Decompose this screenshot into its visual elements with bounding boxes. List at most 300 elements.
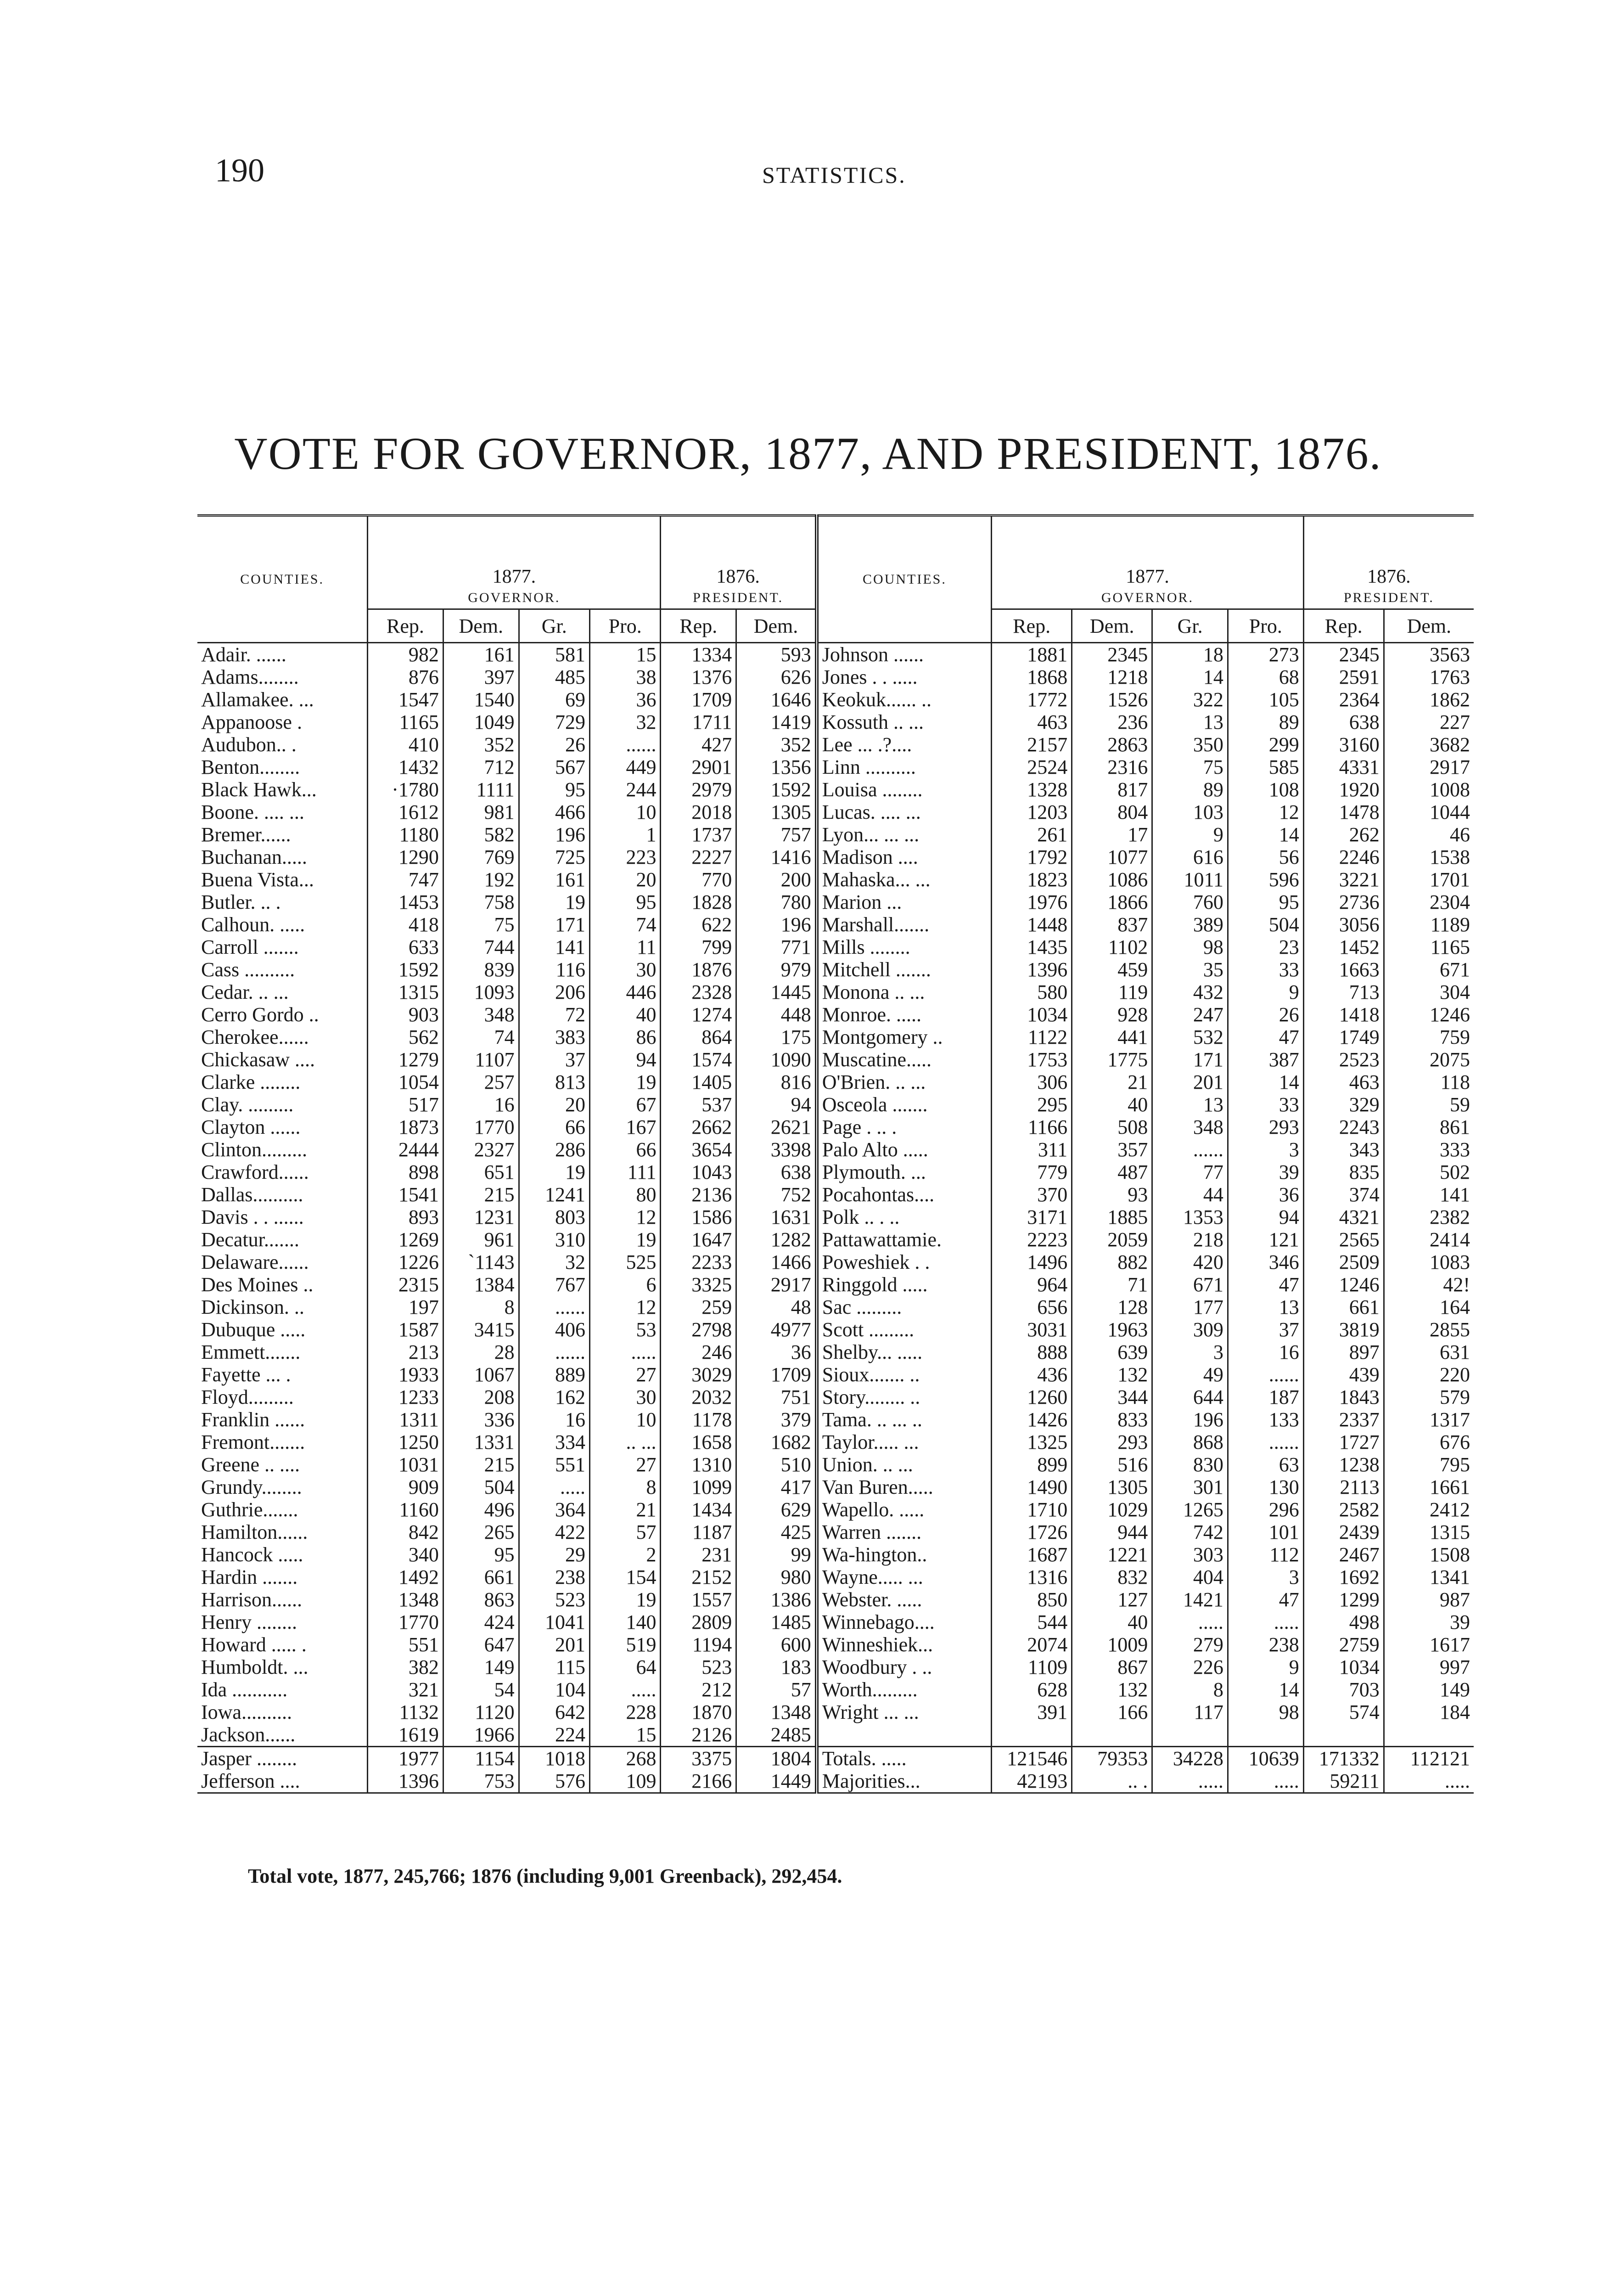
vote-cell: 1341	[1384, 1566, 1474, 1588]
vote-cell: 1233	[368, 1386, 443, 1408]
vote-cell: 1315	[1384, 1521, 1474, 1543]
vote-cell: 265	[443, 1521, 519, 1543]
vote-cell: 201	[519, 1633, 589, 1656]
vote-cell: 18	[1152, 643, 1228, 666]
vote-cell: 638	[736, 1161, 817, 1183]
county-name: Davis . . ......	[201, 1206, 304, 1228]
vote-cell: 759	[1384, 1026, 1474, 1048]
county-name: Story........ ..	[817, 1386, 992, 1408]
vote-cell: ......	[1152, 1138, 1228, 1161]
vote-cell: 1165	[368, 711, 443, 733]
table-row	[197, 981, 1474, 1003]
county-name: Henry ........	[201, 1611, 297, 1633]
table-body	[197, 643, 1474, 1793]
vote-cell: 397	[443, 666, 519, 688]
vote-cell: 94	[1228, 1206, 1303, 1228]
vote-cell: 1426	[992, 1408, 1072, 1431]
vote-cell: 340	[368, 1543, 443, 1566]
vote-cell: 16	[443, 1093, 519, 1116]
vote-cell: 1	[590, 823, 661, 846]
vote-cell: 19	[590, 1588, 661, 1611]
vote-cell: 348	[1152, 1116, 1228, 1138]
vote-cell: 121	[1228, 1228, 1303, 1251]
table-row	[197, 1026, 1474, 1048]
vote-cell: 1067	[443, 1363, 519, 1386]
vote-cell: 1445	[736, 981, 817, 1003]
vote-cell: ......	[590, 733, 661, 756]
county-name: Delaware......	[201, 1251, 309, 1273]
vote-cell: 1737	[661, 823, 736, 846]
vote-cell: .....	[519, 1476, 589, 1498]
table-row	[197, 1521, 1474, 1543]
vote-cell: 1418	[1303, 1003, 1384, 1026]
vote-cell: 642	[519, 1701, 589, 1723]
vote-cell: 582	[443, 823, 519, 846]
vote-cell: .....	[1152, 1611, 1228, 1633]
vote-cell: 1279	[368, 1048, 443, 1071]
vote-cell: 544	[992, 1611, 1072, 1633]
vote-cell: 19	[519, 891, 589, 913]
vote-cell: 93	[1072, 1183, 1152, 1206]
vote-cell: 86	[590, 1026, 661, 1048]
vote-cell: 1083	[1384, 1251, 1474, 1273]
vote-cell: 3221	[1303, 868, 1384, 891]
vote-cell: 94	[590, 1048, 661, 1071]
vote-cell: 661	[1303, 1296, 1384, 1318]
county-name: Audubon.. .	[201, 733, 297, 756]
vote-cell: 1203	[992, 801, 1072, 823]
vote-cell: .....	[1152, 1770, 1228, 1793]
vote-cell: 3819	[1303, 1318, 1384, 1341]
vote-cell: 622	[661, 913, 736, 936]
vote-cell: 537	[661, 1093, 736, 1116]
vote-cell: 2979	[661, 778, 736, 801]
vote-cell: 713	[1303, 981, 1384, 1003]
vote-cell: 30	[590, 958, 661, 981]
vote-cell: 1041	[519, 1611, 589, 1633]
county-name: Cedar. .. ...	[201, 981, 289, 1003]
vote-cell: 200	[736, 868, 817, 891]
vote-cell: 463	[1303, 1071, 1384, 1093]
county-name: Marshall.......	[817, 913, 992, 936]
vote-cell: 779	[992, 1161, 1072, 1183]
vote-cell: 861	[1384, 1116, 1474, 1138]
vote-cell: 1246	[1303, 1273, 1384, 1296]
vote-cell: 676	[1384, 1431, 1474, 1453]
table-row	[197, 1770, 1474, 1793]
vote-cell: 220	[1384, 1363, 1474, 1386]
vote-cell: 226	[1152, 1656, 1228, 1678]
county-name: Adams........	[201, 666, 299, 688]
vote-cell: 1876	[661, 958, 736, 981]
table-row	[197, 1498, 1474, 1521]
vote-cell: 67	[590, 1093, 661, 1116]
vote-cell: 1478	[1303, 801, 1384, 823]
vote-cell: 208	[443, 1386, 519, 1408]
vote-cell: 247	[1152, 1003, 1228, 1026]
vote-cell: 671	[1384, 958, 1474, 981]
vote-cell: 671	[1152, 1273, 1228, 1296]
vote-cell: 817	[1072, 778, 1152, 801]
col-header-gr: Gr.	[519, 609, 589, 643]
table-row	[197, 666, 1474, 688]
vote-cell: 1187	[661, 1521, 736, 1543]
vote-cell: 46	[1384, 823, 1474, 846]
vote-cell: 1885	[1072, 1206, 1152, 1228]
vote-cell: 508	[1072, 1116, 1152, 1138]
vote-cell: 804	[1072, 801, 1152, 823]
vote-cell: 183	[736, 1656, 817, 1678]
vote-cell: 2412	[1384, 1498, 1474, 1521]
vote-cell: 432	[1152, 981, 1228, 1003]
vote-cell: ......	[519, 1341, 589, 1363]
table-row	[197, 1341, 1474, 1363]
county-name: Cerro Gordo ..	[201, 1003, 319, 1026]
vote-cell: 10	[590, 801, 661, 823]
vote-cell: 1452	[1303, 936, 1384, 958]
vote-cell: 2444	[368, 1138, 443, 1161]
vote-cell: 246	[661, 1341, 736, 1363]
table-row	[197, 846, 1474, 868]
vote-cell: 661	[443, 1566, 519, 1588]
vote-cell: 897	[1303, 1341, 1384, 1363]
vote-cell: 1574	[661, 1048, 736, 1071]
vote-cell: 6	[590, 1273, 661, 1296]
vote-cell: 1862	[1384, 688, 1474, 711]
vote-cell: 1348	[736, 1701, 817, 1723]
vote-cell: 108	[1228, 778, 1303, 801]
county-name: Wright ... ...	[817, 1701, 992, 1723]
vote-cell: 1054	[368, 1071, 443, 1093]
table-row	[197, 801, 1474, 823]
table-row	[197, 958, 1474, 981]
vote-cell: 352	[443, 733, 519, 756]
vote-cell: 833	[1072, 1408, 1152, 1431]
vote-cell: 574	[1303, 1701, 1384, 1723]
col-header-rep: Rep.	[661, 609, 736, 643]
vote-cell: 116	[519, 958, 589, 981]
table-row	[197, 823, 1474, 846]
vote-cell: 928	[1072, 1003, 1152, 1026]
county-name: Mahaska... ...	[817, 868, 992, 891]
vote-cell: 15	[590, 643, 661, 666]
vote-cell: 1189	[1384, 913, 1474, 936]
vote-cell: 404	[1152, 1566, 1228, 1588]
col-header-rep: Rep.	[368, 609, 443, 643]
county-name: Greene .. ....	[201, 1453, 300, 1476]
vote-cell: 523	[519, 1588, 589, 1611]
county-name: Poweshiek . .	[817, 1251, 992, 1273]
vote-cell: 1485	[736, 1611, 817, 1633]
vote-cell: 525	[590, 1251, 661, 1273]
county-name: Pattawattamie.	[817, 1228, 992, 1251]
vote-cell: 651	[443, 1161, 519, 1183]
vote-cell: 406	[519, 1318, 589, 1341]
vote-cell: 2166	[661, 1770, 736, 1793]
vote-cell: 257	[443, 1071, 519, 1093]
vote-cell: 177	[1152, 1296, 1228, 1318]
vote-cell: 3375	[661, 1747, 736, 1770]
vote-cell: 703	[1303, 1678, 1384, 1701]
vote-cell: 1099	[661, 1476, 736, 1498]
vote-cell: 1538	[1384, 846, 1474, 868]
table-row	[197, 868, 1474, 891]
vote-cell	[1303, 1723, 1384, 1747]
vote-cell: 48	[736, 1296, 817, 1318]
vote-cell: 238	[1228, 1633, 1303, 1656]
vote-cell: 171	[519, 913, 589, 936]
vote-cell: 309	[1152, 1318, 1228, 1341]
vote-cell: 2233	[661, 1251, 736, 1273]
table-row	[197, 1656, 1474, 1678]
vote-cell: 299	[1228, 733, 1303, 756]
vote-cell: 1120	[443, 1701, 519, 1723]
vote-cell: 656	[992, 1296, 1072, 1318]
vote-cell: 47	[1228, 1273, 1303, 1296]
vote-cell: 236	[1072, 711, 1152, 733]
vote-cell: 11	[590, 936, 661, 958]
vote-cell: 2316	[1072, 756, 1152, 778]
vote-cell: 2243	[1303, 1116, 1384, 1138]
vote-cell: 350	[1152, 733, 1228, 756]
county-name: Woodbury . ..	[817, 1656, 992, 1678]
vote-cell: 1132	[368, 1701, 443, 1723]
vote-cell: 1310	[661, 1453, 736, 1476]
vote-cell: 101	[1228, 1521, 1303, 1543]
vote-cell: 1260	[992, 1386, 1072, 1408]
vote-cell: 1416	[736, 846, 817, 868]
vote-cell: 128	[1072, 1296, 1152, 1318]
vote-cell: 799	[661, 936, 736, 958]
vote-cell: 187	[1228, 1386, 1303, 1408]
vote-cell: 1093	[443, 981, 519, 1003]
county-name: Worth.........	[817, 1678, 992, 1701]
vote-cell: 3056	[1303, 913, 1384, 936]
vote-cell: 1231	[443, 1206, 519, 1228]
county-name: Mills ........	[817, 936, 992, 958]
county-name: Wa-hington..	[817, 1543, 992, 1566]
county-name: Palo Alto .....	[817, 1138, 992, 1161]
vote-cell: 26	[1228, 1003, 1303, 1026]
vote-cell: 3031	[992, 1318, 1072, 1341]
vote-cell: 69	[519, 688, 589, 711]
vote-cell: 1305	[1072, 1476, 1152, 1498]
table-row	[197, 1296, 1474, 1318]
vote-cell: 1612	[368, 801, 443, 823]
vote-cell: 1870	[661, 1701, 736, 1723]
vote-cell: 1710	[992, 1498, 1072, 1521]
vote-cell: 1711	[661, 711, 736, 733]
vote-cell: 2246	[1303, 846, 1384, 868]
vote-cell: 516	[1072, 1453, 1152, 1476]
vote-cell: 1282	[736, 1228, 817, 1251]
county-name: Hancock .....	[201, 1543, 303, 1566]
vote-cell: 1241	[519, 1183, 589, 1206]
vote-cell: 1823	[992, 868, 1072, 891]
vote-cell: 8	[590, 1476, 661, 1498]
vote-cell: 118	[1384, 1071, 1474, 1093]
vote-cell: 36	[736, 1341, 817, 1363]
vote-cell: 585	[1228, 756, 1303, 778]
vote-cell: 33	[1228, 958, 1303, 981]
vote-cell: 850	[992, 1588, 1072, 1611]
vote-cell: 212	[661, 1678, 736, 1701]
vote-cell: 813	[519, 1071, 589, 1093]
vote-cell: 629	[736, 1498, 817, 1521]
vote-cell: 418	[368, 913, 443, 936]
vote-cell: 14	[1228, 823, 1303, 846]
vote-cell: 218	[1152, 1228, 1228, 1251]
table-row	[197, 711, 1474, 733]
vote-cell: 379	[736, 1408, 817, 1431]
table-row	[197, 1048, 1474, 1071]
county-name: Mitchell .......	[817, 958, 992, 981]
vote-cell: 109	[590, 1770, 661, 1793]
vote-table	[197, 514, 1474, 1794]
vote-cell: 231	[661, 1543, 736, 1566]
vote-cell: 2328	[661, 981, 736, 1003]
vote-cell: 1180	[368, 823, 443, 846]
vote-cell: 3171	[992, 1206, 1072, 1228]
vote-cell: 95	[590, 891, 661, 913]
vote-cell: 2565	[1303, 1228, 1384, 1251]
vote-cell: 633	[368, 936, 443, 958]
vote-cell: 751	[736, 1386, 817, 1408]
vote-cell: 74	[443, 1026, 519, 1048]
county-name: Majorities...	[817, 1770, 992, 1793]
page-number: 190	[215, 152, 264, 189]
vote-cell: 322	[1152, 688, 1228, 711]
vote-cell: 1194	[661, 1633, 736, 1656]
vote-cell: 130	[1228, 1476, 1303, 1498]
vote-cell: 303	[1152, 1543, 1228, 1566]
vote-cell: 89	[1228, 711, 1303, 733]
table-row	[197, 643, 1474, 666]
county-name: Crawford......	[201, 1161, 309, 1183]
county-name: Fayette ... .	[201, 1363, 291, 1386]
vote-cell	[1384, 1723, 1474, 1747]
vote-cell	[1228, 1723, 1303, 1747]
vote-cell: 21	[1072, 1071, 1152, 1093]
vote-cell: 1325	[992, 1431, 1072, 1453]
vote-cell: 1687	[992, 1543, 1072, 1566]
vote-cell: 441	[1072, 1026, 1152, 1048]
vote-cell: 1269	[368, 1228, 443, 1251]
county-name: Plymouth. ...	[817, 1161, 992, 1183]
vote-cell: 1449	[736, 1770, 817, 1793]
vote-cell: 2126	[661, 1723, 736, 1747]
vote-cell: 19	[519, 1161, 589, 1183]
vote-cell: 357	[1072, 1138, 1152, 1161]
vote-cell: 504	[1228, 913, 1303, 936]
vote-cell: 1086	[1072, 868, 1152, 891]
vote-cell: 1315	[368, 981, 443, 1003]
vote-cell: 164	[1384, 1296, 1474, 1318]
vote-cell: 1305	[736, 801, 817, 823]
vote-cell: 95	[519, 778, 589, 801]
county-name: Marion ...	[817, 891, 992, 913]
vote-cell: 132	[1072, 1678, 1152, 1701]
vote-cell: 1508	[1384, 1543, 1474, 1566]
county-name: Madison ....	[817, 846, 992, 868]
vote-cell: 1663	[1303, 958, 1384, 981]
table-row	[197, 1723, 1474, 1747]
vote-cell: 112121	[1384, 1747, 1474, 1770]
vote-cell: 19	[590, 1228, 661, 1251]
vote-cell: 94	[736, 1093, 817, 1116]
vote-cell: .....	[1384, 1770, 1474, 1793]
vote-cell: 944	[1072, 1521, 1152, 1543]
vote-cell: 238	[519, 1566, 589, 1588]
vote-cell: 2345	[1303, 643, 1384, 666]
county-name: Osceola .......	[817, 1093, 992, 1116]
vote-cell: 40	[590, 1003, 661, 1026]
vote-cell: 8	[1152, 1678, 1228, 1701]
president-header	[661, 516, 817, 609]
vote-cell: 268	[590, 1747, 661, 1770]
vote-cell: 12	[1228, 801, 1303, 823]
vote-cell: 600	[736, 1633, 817, 1656]
vote-cell: 502	[1384, 1161, 1474, 1183]
vote-cell: 336	[443, 1408, 519, 1431]
vote-cell: 1843	[1303, 1386, 1384, 1408]
vote-cell: 485	[519, 666, 589, 688]
vote-cell: .....	[590, 1678, 661, 1701]
vote-cell: 348	[443, 1003, 519, 1026]
vote-cell: 383	[519, 1026, 589, 1048]
vote-cell: 803	[519, 1206, 589, 1228]
vote-cell: 1492	[368, 1566, 443, 1588]
vote-cell: 1029	[1072, 1498, 1152, 1521]
vote-cell: 1331	[443, 1431, 519, 1453]
vote-cell: 760	[1152, 891, 1228, 913]
vote-cell: 410	[368, 733, 443, 756]
county-name: Kossuth .. ...	[817, 711, 992, 733]
vote-cell: 816	[736, 1071, 817, 1093]
vote-cell: 1031	[368, 1453, 443, 1476]
vote-cell: 2	[590, 1543, 661, 1566]
vote-cell: 66	[590, 1138, 661, 1161]
vote-cell: 1631	[736, 1206, 817, 1228]
vote-cell: 132	[1072, 1363, 1152, 1386]
vote-cell: 830	[1152, 1453, 1228, 1476]
vote-cell: 140	[590, 1611, 661, 1633]
vote-cell: 567	[519, 756, 589, 778]
vote-cell: 71	[1072, 1273, 1152, 1296]
vote-cell: 2855	[1384, 1318, 1474, 1341]
table-row	[197, 1476, 1474, 1498]
vote-cell: 496	[443, 1498, 519, 1521]
vote-cell: 899	[992, 1453, 1072, 1476]
vote-cell: 344	[1072, 1386, 1152, 1408]
table-row	[197, 1566, 1474, 1588]
vote-cell: 997	[1384, 1656, 1474, 1678]
vote-cell: 2382	[1384, 1206, 1474, 1228]
vote-cell: 1873	[368, 1116, 443, 1138]
vote-cell: 9	[1152, 823, 1228, 846]
vote-cell: 154	[590, 1566, 661, 1588]
vote-cell: 1749	[1303, 1026, 1384, 1048]
vote-cell: 35	[1152, 958, 1228, 981]
county-name: Wayne..... ...	[817, 1566, 992, 1588]
vote-cell: 104	[519, 1678, 589, 1701]
vote-cell: 427	[661, 733, 736, 756]
vote-cell: 1526	[1072, 688, 1152, 711]
county-name: Monroe. .....	[817, 1003, 992, 1026]
vote-cell: 758	[443, 891, 519, 913]
table-row	[197, 1611, 1474, 1633]
vote-cell: 1250	[368, 1431, 443, 1453]
